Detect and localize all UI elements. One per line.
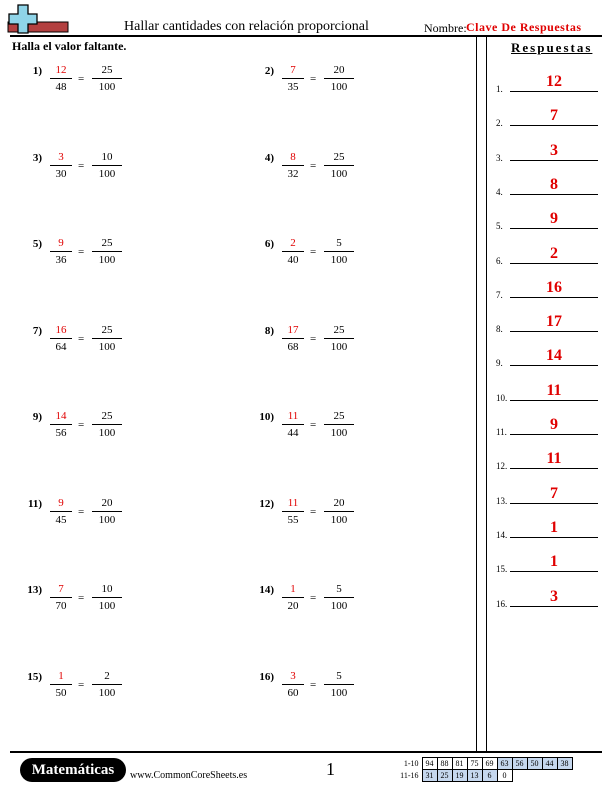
answer-number: 8. [496,324,503,335]
score-row [396,770,572,782]
given-fraction [324,323,354,354]
fraction-bar [324,597,354,598]
answer-fraction [50,582,72,613]
header-divider [10,35,602,37]
name-value: Clave De Respuestas [466,20,582,34]
answer-value: 7 [550,107,558,125]
answer-value: 7 [550,484,558,502]
name-label: Nombre: [424,21,467,35]
fraction-numerator: 8 [290,150,296,163]
page-number: 1 [326,759,335,779]
fraction-denominator: 100 [330,600,348,612]
fraction-bar [50,597,72,598]
fraction-denominator: 40 [287,254,299,266]
given-fraction [92,63,122,94]
fraction-bar [50,511,72,512]
answer-line [510,571,598,572]
plus-sign-logo-icon [4,4,70,36]
fraction-bar [92,424,122,425]
score-cell: 44 [542,758,557,770]
answer-line [510,503,598,504]
problem-item [250,496,410,536]
given-fraction [324,669,354,700]
equals-sign: = [310,592,317,604]
equals-sign: = [310,332,317,345]
fraction-numerator: 25 [101,237,113,249]
answer-value: 1 [550,518,558,536]
answer-row [496,211,598,231]
answer-number: 5. [496,221,503,232]
fraction-numerator: 5 [336,583,342,595]
problem-item [250,236,410,276]
fraction-numerator: 10 [101,583,113,595]
fraction-denominator: 68 [287,340,299,353]
fraction-denominator: 100 [330,81,348,93]
equals-sign: = [78,505,85,518]
equals-sign: = [310,159,317,172]
fraction-denominator: 36 [55,254,67,266]
answer-row [496,246,598,266]
fraction-numerator: 20 [333,496,345,509]
fraction-denominator: 44 [287,427,299,439]
answer-line [510,263,598,264]
score-table [396,757,573,782]
score-cell: 38 [557,758,572,770]
answer-number: 4. [496,186,503,197]
score-cell-empty [512,770,527,782]
given-fraction [92,496,122,527]
instructions: Halla el valor faltante. [12,39,127,53]
given-fraction [92,669,122,700]
answer-fraction [282,669,304,700]
answer-line [510,400,598,401]
answer-fraction [282,323,304,354]
fraction-bar [92,251,122,252]
fraction-bar [282,424,304,425]
fraction-denominator: 48 [55,81,67,93]
fraction-denominator: 100 [98,167,116,180]
answer-line [510,537,598,538]
score-cell-empty [542,770,557,782]
fraction-bar [92,511,122,512]
score-cell-empty [557,770,572,782]
fraction-denominator: 20 [287,600,299,612]
problem-number: 3) [32,151,42,164]
fraction-bar [92,684,122,685]
given-fraction [324,409,354,440]
answer-fraction [282,63,304,94]
answer-number: 6. [496,255,503,266]
fraction-bar [324,78,354,79]
equals-sign: = [78,159,85,172]
problem-number: 16) [259,670,274,683]
fraction-bar [92,78,122,79]
answer-row [496,143,598,163]
answer-fraction [50,150,72,181]
fraction-bar [50,424,72,425]
given-fraction [92,582,122,613]
problem-item [250,669,410,709]
fraction-numerator: 20 [333,64,345,76]
fraction-denominator: 100 [330,254,348,266]
answer-line [510,297,598,298]
equals-sign: = [78,332,85,345]
equals-sign: = [310,505,317,518]
answer-value: 16 [546,278,562,296]
answer-fraction [282,409,304,440]
score-cell: 50 [527,758,542,770]
fraction-numerator: 5 [336,237,342,249]
answer-column-divider [476,36,477,751]
score-row [396,758,572,770]
problem-item [18,236,178,276]
answer-fraction [50,496,72,527]
answer-fraction [282,236,304,267]
fraction-numerator: 12 [55,64,67,76]
given-fraction [324,150,354,181]
answer-row [496,589,598,609]
given-fraction [324,582,354,613]
answer-row [496,520,598,540]
score-cell: 88 [437,758,452,770]
answer-number: 9. [496,358,503,369]
fraction-numerator: 25 [101,64,113,76]
fraction-bar [282,251,304,252]
fraction-denominator: 70 [55,600,67,612]
problem-item [18,409,178,449]
problem-item [18,582,178,622]
fraction-numerator: 7 [58,583,64,595]
equals-sign: = [310,419,317,431]
answer-line [510,434,598,435]
problem-number: 4) [264,151,274,164]
fraction-bar [282,597,304,598]
score-cell: 75 [467,758,482,770]
fraction-bar [282,511,304,512]
fraction-numerator: 14 [55,410,67,422]
fraction-bar [92,338,122,339]
answer-line [510,91,598,92]
answer-fraction [50,236,72,267]
equals-sign: = [78,419,85,431]
fraction-numerator: 25 [333,410,345,422]
problem-number: 15) [27,670,42,683]
answer-row [496,554,598,574]
fraction-denominator: 50 [55,686,67,699]
answer-value: 9 [550,210,558,228]
answer-number: 14. [496,529,508,540]
answer-line [510,606,598,607]
answer-row [496,417,598,437]
answer-fraction [282,150,304,181]
answer-fraction [50,409,72,440]
fraction-bar [324,165,354,166]
website-link[interactable]: www.CommonCoreSheets.es [130,770,248,781]
fraction-numerator: 17 [287,323,299,336]
problem-item [250,409,410,449]
score-cell: 6 [482,770,497,782]
given-fraction [324,63,354,94]
fraction-denominator: 100 [330,340,348,353]
fraction-bar [324,424,354,425]
answer-number: 10. [496,392,508,403]
answer-number: 16. [496,598,508,609]
answer-value: 14 [546,347,562,365]
answer-row [496,486,598,506]
answer-line [510,160,598,161]
fraction-bar [324,511,354,512]
fraction-denominator: 100 [98,340,116,353]
answer-row [496,383,598,403]
fraction-denominator: 100 [98,513,116,526]
equals-sign: = [78,246,85,258]
score-cell: 94 [422,758,437,770]
fraction-bar [50,251,72,252]
equals-sign: = [78,678,85,691]
fraction-numerator: 1 [58,669,64,682]
answer-line [510,125,598,126]
fraction-bar [282,338,304,339]
fraction-bar [324,251,354,252]
problem-item [18,496,178,536]
answer-row [496,314,598,334]
fraction-numerator: 11 [287,410,299,422]
fraction-bar [92,165,122,166]
fraction-numerator: 9 [58,237,64,249]
answer-fraction [50,323,72,354]
equals-sign: = [78,592,85,604]
fraction-numerator: 25 [333,323,345,336]
equals-sign: = [78,73,85,85]
problem-item [18,63,178,103]
fraction-denominator: 30 [55,167,67,180]
equals-sign: = [310,73,317,85]
problem-number: 13) [27,584,42,596]
score-cell: 0 [497,770,512,782]
answer-row [496,348,598,368]
fraction-denominator: 56 [55,427,67,439]
fraction-numerator: 2 [290,237,296,249]
fraction-denominator: 100 [98,686,116,699]
answer-number: 15. [496,564,508,575]
answer-fraction [282,496,304,527]
page-title: Hallar cantidades con relación proporcional [124,19,369,34]
answer-number: 7. [496,289,503,300]
score-cell: 25 [437,770,452,782]
score-cell: 63 [497,758,512,770]
fraction-denominator: 100 [98,254,116,266]
footer-divider [10,751,602,753]
score-cell: 19 [452,770,467,782]
fraction-numerator: 25 [101,410,113,422]
equals-sign: = [310,246,317,258]
answer-value: 11 [546,381,562,399]
problem-number: 12) [259,497,274,510]
fraction-bar [50,78,72,79]
fraction-denominator: 45 [55,513,67,526]
answer-number: 1. [496,84,503,94]
problem-item [250,63,410,103]
fraction-numerator: 9 [58,496,64,509]
answer-line [510,331,598,332]
score-cell: 69 [482,758,497,770]
fraction-numerator: 25 [333,150,345,163]
problem-number: 5) [32,238,42,250]
fraction-numerator: 10 [101,150,113,163]
score-cell: 81 [452,758,467,770]
score-cell: 31 [422,770,437,782]
fraction-numerator: 16 [55,323,67,336]
answer-row [496,177,598,197]
fraction-numerator: 20 [101,496,113,509]
answer-row [496,280,598,300]
given-fraction [324,496,354,527]
answer-number: 13. [496,495,508,506]
fraction-denominator: 100 [330,167,348,180]
fraction-numerator: 1 [290,583,296,595]
fraction-denominator: 60 [287,686,299,699]
fraction-bar [324,684,354,685]
fraction-denominator: 32 [287,167,299,180]
problem-item [18,669,178,709]
problem-number: 1) [32,65,42,77]
problem-number: 11) [27,497,42,510]
answer-line [510,365,598,366]
fraction-denominator: 64 [55,340,67,353]
fraction-denominator: 100 [330,686,348,699]
given-fraction [92,236,122,267]
answer-line [510,194,598,195]
fraction-numerator: 3 [58,150,64,163]
problem-item [250,582,410,622]
fraction-bar [282,78,304,79]
fraction-numerator: 11 [287,496,299,509]
answer-value: 3 [550,141,558,159]
problem-number: 6) [264,238,274,250]
problem-number: 7) [32,324,42,337]
answer-row [496,74,598,94]
fraction-numerator: 2 [104,669,110,682]
fraction-numerator: 7 [290,64,296,76]
answer-number: 12. [496,461,508,472]
fraction-bar [282,684,304,685]
answers-title: Respuestas [511,40,593,55]
problem-item [250,150,410,190]
answer-fraction [50,63,72,94]
answer-fraction [282,582,304,613]
fraction-denominator: 35 [287,81,299,93]
fraction-numerator: 5 [336,669,342,682]
answer-value: 12 [546,73,562,90]
given-fraction [92,409,122,440]
fraction-denominator: 100 [98,427,116,439]
answer-column-divider-inner [486,36,487,751]
answer-row [496,108,598,128]
score-cell: 13 [467,770,482,782]
problem-number: 14) [259,584,274,596]
fraction-denominator: 100 [330,427,348,439]
fraction-denominator: 100 [98,81,116,93]
score-range-label: 11-16 [400,771,419,780]
fraction-denominator: 100 [98,600,116,612]
fraction-denominator: 55 [287,513,299,526]
score-cell: 56 [512,758,527,770]
fraction-bar [50,165,72,166]
problem-number: 10) [259,411,274,423]
fraction-bar [92,597,122,598]
given-fraction [324,236,354,267]
score-range-label: 1-10 [403,759,419,768]
answer-value: 9 [550,416,558,433]
given-fraction [92,323,122,354]
problem-item [18,323,178,363]
answer-line [510,468,598,469]
fraction-numerator: 3 [290,669,296,682]
answer-value: 1 [550,553,558,571]
answer-number: 3. [496,152,503,163]
answer-row [496,451,598,471]
answer-number: 2. [496,118,503,129]
problem-item [18,150,178,190]
fraction-bar [324,338,354,339]
answer-value: 11 [546,450,562,468]
fraction-numerator: 25 [101,323,113,336]
score-cell-empty [527,770,542,782]
problem-number: 9) [32,411,42,423]
problem-item [250,323,410,363]
equals-sign: = [310,678,317,691]
answer-number: 11. [496,427,507,437]
problem-number: 2) [264,65,274,77]
answer-value: 8 [550,175,558,193]
fraction-bar [282,165,304,166]
answer-value: 2 [550,244,558,262]
answer-value: 17 [546,313,562,331]
answer-line [510,228,598,229]
answer-value: 3 [550,587,558,605]
subject-badge: Matemáticas [20,758,126,782]
problem-number: 8) [264,324,274,337]
answer-fraction [50,669,72,700]
fraction-bar [50,684,72,685]
fraction-denominator: 100 [330,513,348,526]
fraction-bar [50,338,72,339]
given-fraction [92,150,122,181]
